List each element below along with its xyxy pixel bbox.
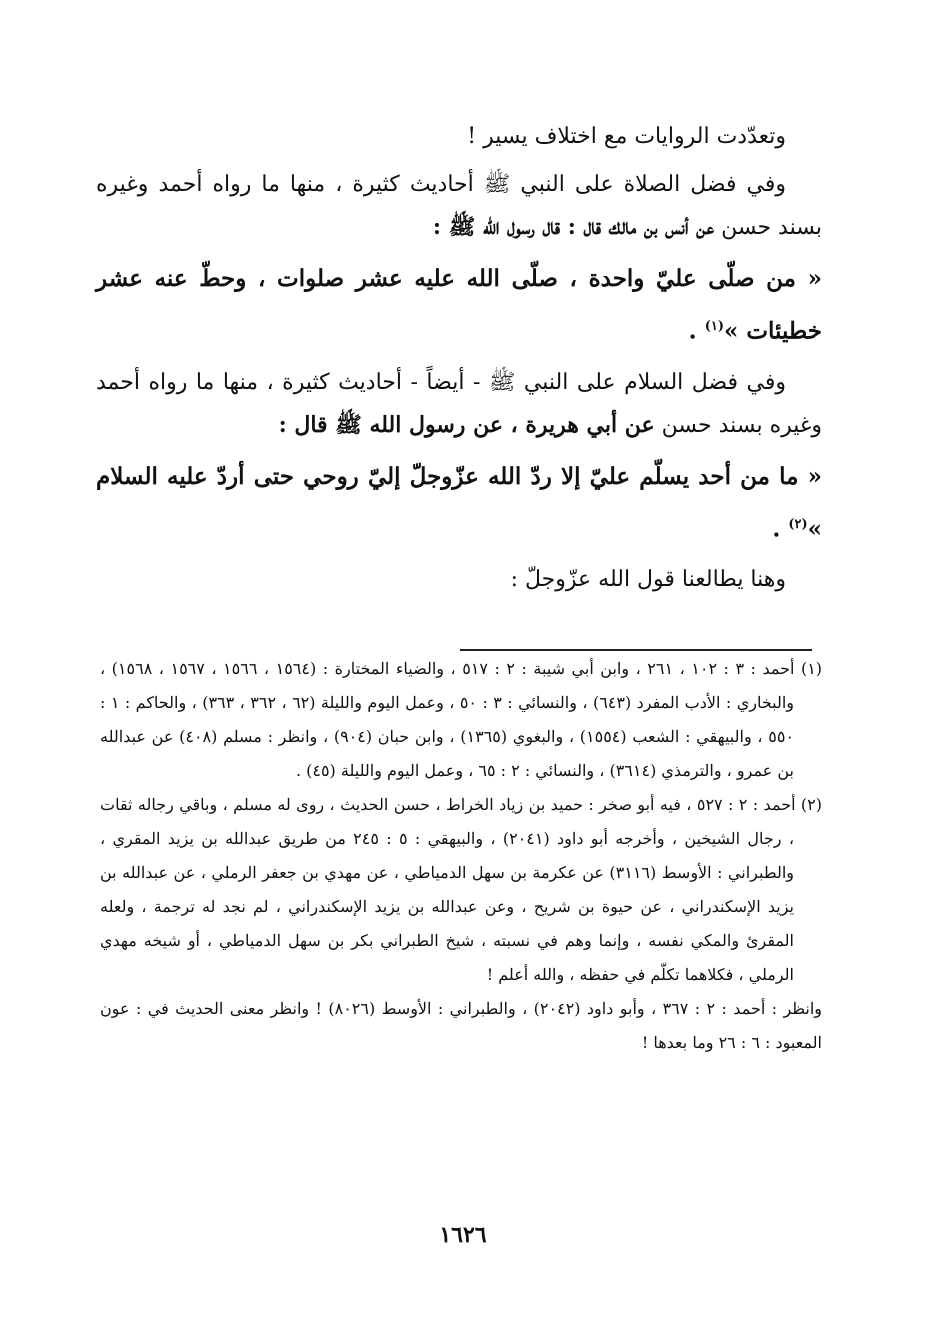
hadith-quote-2-end: .: [772, 515, 789, 543]
footnote-ref-1[interactable]: (١): [704, 319, 724, 334]
paragraph-4: وهنا يطالعنا قول الله عزّوجلّ :: [510, 567, 786, 593]
paragraph-2-narrator: عن أنس بن مالك قال : قال رسول الله ﷺ :: [432, 214, 715, 240]
page-number: ١٦٢٦: [439, 1222, 487, 1248]
paragraph-2-intro: وفي فضل الصلاة على النبي ﷺ أحاديث كثيرة ، منها ما رواه أحمد وغيره بسند حسن: [96, 172, 822, 240]
hadith-quote-2-text: « ما من أحد يسلّم عليّ إلا ردّ الله عزّوجلّ إليّ روحي حتى أردّ عليه السلام »: [96, 462, 822, 543]
paragraph-1: وتعدّدت الروايات مع اختلاف يسير !: [467, 124, 786, 149]
paragraph-2: [96, 164, 822, 249]
hadith-quote-1-text: « من صلّى عليّ واحدة ، صلّى الله عليه عشر صلوات ، وحطّ عنه عشر خطيئات »: [96, 265, 822, 345]
paragraph-3-intro: وفي فضل السلام على النبي ﷺ - أيضاً - أحاديث كثيرة ، منها ما رواه أحمد وغيره بسند حسن: [96, 369, 822, 438]
paragraph-3: [96, 362, 822, 447]
hadith-quote-2: [96, 453, 822, 554]
footnote-2-see-also: وانظر : أحمد : ٢ : ٣٦٧ ، وأبو داود (٢٠٤٢) ، والطبراني : الأوسط (٨٠٢٦) ! وانظر معنى الحديث في : عون المعبود : ٦ : ٢٦ وما بعدها !: [100, 999, 823, 1052]
hadith-quote-1: [96, 255, 822, 356]
main-text: [96, 116, 822, 601]
footnotes: [100, 652, 822, 1060]
footnote-1: (١) أحمد : ٣ : ١٠٢ ، ٢٦١ ، وابن أبي شيبة : ٢ : ٥١٧ ، والضياء المختارة : (١٥٦٤ ، ١٥٦٦ ، ١٥٦٧ ، ١٥٦٨) ، والبخاري : الأدب المفرد (٦٤٣) ، والنسائي : ٣ : ٥٠ ، وعمل اليوم والليلة (٦٢ ، ٣٦٢ ، ٣٦٣) ، والحاكم : ١ : ٥٥٠ ، والبيهقي : الشعب (١٥٥٤) ، والبغوي (١٣٦٥) ، وابن حبان (٩٠٤) ، وانظر : مسلم (٤٠٨) عن عبدالله بن عمرو ، والترمذي (٣٦١٤) ، والنسائي : ٢ : ٦٥ ، وعمل اليوم والليلة (٤٥) .: [100, 659, 823, 780]
hadith-quote-1-end: .: [688, 317, 705, 345]
footnote-separator: [460, 649, 812, 651]
footnote-2: (٢) أحمد : ٢ : ٥٢٧ ، فيه أبو صخر : حميد بن زياد الخراط ، حسن الحديث ، روى له مسلم ، وباقي رجاله ثقات ، رجال الشيخين ، وأخرجه أبو داود (٢٠٤١) ، والبيهقي : ٥ : ٢٤٥ من طريق عبدالله بن يزيد المقري ، والطبراني : الأوسط (٣١١٦) عن عكرمة بن سهل الدمياطي ، عن مهدي بن جعفر الرملي ، عن عبدالله بن يزيد الإسكندراني ، عن حيوة بن شريح ، وعن عبدالله بن يزيد الإسكندراني ، لم نجد له ترجمة ، ولعله المقرئ والمكي نفسه ، وإنما وهم في نسبته ، شيخ الطبراني بكر بن سهل الدمياطي ، أو شيخه مهدي الرملي ، فكلاهما تكلّم في حفظه ، والله أعلم !: [100, 795, 823, 984]
footnote-ref-2[interactable]: (٢): [788, 516, 808, 532]
paragraph-3-narrator: عن أبي هريرة ، عن رسول الله ﷺ قال :: [278, 411, 655, 438]
